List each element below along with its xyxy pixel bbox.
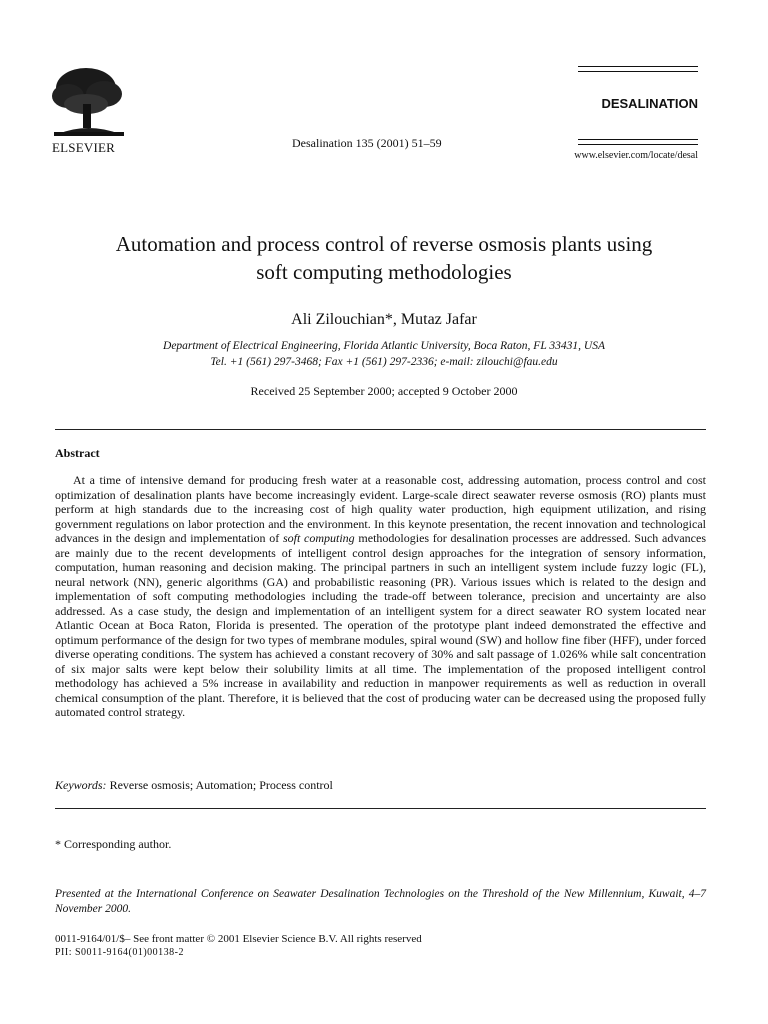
section-divider xyxy=(55,808,706,809)
publisher-name: ELSEVIER xyxy=(52,140,115,155)
presented-at-note: Presented at the International Conference on Seawater Desalination Technologies on the Threshold of the New Millennium, Kuwait, 4–7 November 2000. xyxy=(55,888,706,915)
affiliation-department: Department of Electrical Engineering, Florida Atlantic University, Boca Raton, FL 33431, USA xyxy=(163,340,605,352)
journal-name: DESALINATION xyxy=(601,96,698,111)
affiliation xyxy=(40,338,728,370)
paper-title-line: Automation and process control of reverse osmosis plants using xyxy=(115,232,653,256)
journal-citation: Desalination 135 (2001) 51–59 xyxy=(292,136,442,150)
received-dates: Received 25 September 2000; accepted 9 October 2000 xyxy=(250,384,518,398)
section-divider xyxy=(55,429,706,430)
abstract-text-part: methodologies for desalination processes are addressed. Such advances are mainly due to the recent developments of intelligent control design approaches for the integration of sensory information, computation, human reasoning and decision making. The principal partners in such an intelligent system include fuzzy logic (FL), neural network (NN), generic algorithms (GA) and probabilistic reasoning (PR). Various issues which is related to the design and implementation of soft computing methodologies including the trade-off between tolerance, precision and uncertainty are also addressed. As a case study, the design and implementation of an intelligent system for a direct seawater RO system located near Atlantic Ocean at Boca Raton, Florida is presented. The operation of the prototype plant indeed demonstrated the effective and optimum performance of the design for two types of membrane modules, spiral wound (SW) and hollow fine fiber (HFF), under forced diverse operating conditions. The system has achieved a constant recovery of 30% and salt passage of 1.026% while salt concentration of six major salts were kept below their solubility limits at all time. The implementation of the proposed intelligent control methodology has achieved a 5% increase in availability and reduction in manpower requirements as well as reduction in overall chemical consumption of the plant. Therefore, it is believed that the cost of producing water can be decreased using the proposed fully automated control strategy. xyxy=(55,531,706,719)
header-rule xyxy=(578,66,698,67)
keywords-values: Reverse osmosis; Automation; Process control xyxy=(106,778,333,792)
elsevier-tree-logo xyxy=(48,64,128,138)
abstract-heading: Abstract xyxy=(55,446,100,460)
pii-identifier: PII: S0011-9164(01)00138-2 xyxy=(55,947,185,958)
header-rule xyxy=(578,71,698,72)
header-rule xyxy=(578,139,698,140)
paper-title-line: soft computing methodologies xyxy=(256,260,512,284)
affiliation-contact: Tel. +1 (561) 297-3468; Fax +1 (561) 297-2336; e-mail: zilouchi@fau.edu xyxy=(210,356,558,368)
paper-title xyxy=(40,230,728,286)
keywords-label: Keywords: xyxy=(55,778,107,792)
journal-url-link[interactable]: www.elsevier.com/locate/desal xyxy=(574,150,698,161)
abstract-text-part: At a time of intensive demand for producing fresh water at a reasonable cost, addressing automation, process control and cost optimization of desalination plants have become increasingly evident. Large-scale direct seawater reverse osmosis (RO) plants must perform at high standards due to the increasing cost of high quality water production, high equipment utilization, and rising government regulations on labor protection and the environment. In this keynote presentation, the recent innovation and technological advances in the design and implementation of xyxy=(55,473,706,545)
abstract-text xyxy=(55,473,706,720)
header-rule xyxy=(578,144,698,145)
authors: Ali Zilouchian*, Mutaz Jafar xyxy=(291,311,477,328)
abstract-italic-term: soft computing xyxy=(282,531,355,545)
keywords xyxy=(55,778,706,793)
corresponding-author-footnote: * Corresponding author. xyxy=(55,837,172,851)
copyright-line: 0011-9164/01/$– See front matter © 2001 Elsevier Science B.V. All rights reserved xyxy=(55,933,422,945)
